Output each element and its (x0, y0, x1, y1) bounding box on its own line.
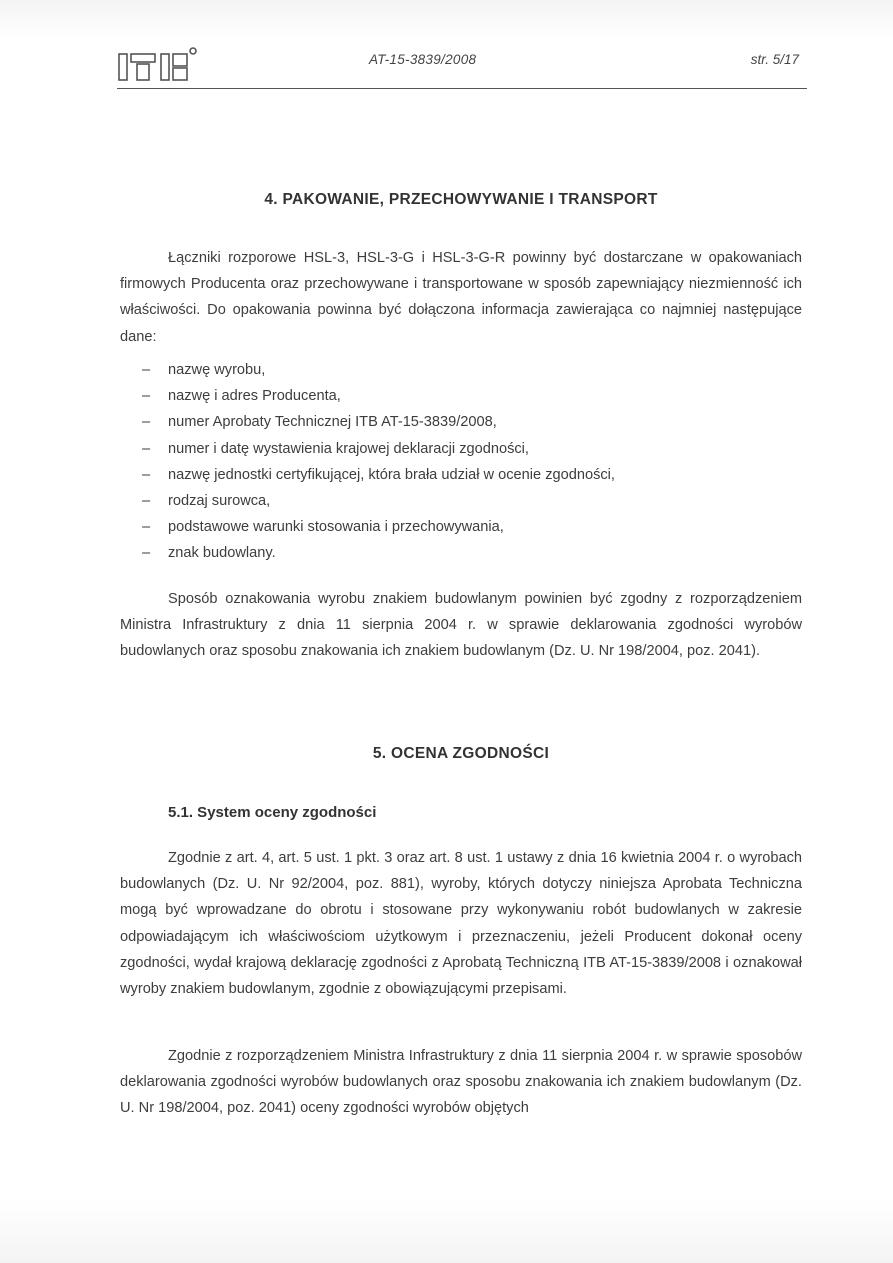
page-number: str. 5/17 (750, 52, 799, 67)
section-5-heading: 5. OCENA ZGODNOŚCI (372, 745, 550, 762)
itb-logo-icon (117, 46, 227, 82)
section-4-paragraph-1-text: Łączniki rozporowe HSL-3, HSL-3-G i HSL-3-G-R powinny być dostarczane w opakowaniach firmowych Producenta oraz przechowywane i transportowane w sposób zapewniający niezmienność ich właściwości. Do opakowania powinna być dołączona informacja zawierająca co najmniej następujące dane: (120, 250, 802, 345)
list-item: – podstawowe warunki stosowania i przechowywania, (142, 519, 504, 536)
section-5-paragraph-1-text: Zgodnie z art. 4, art. 5 ust. 1 pkt. 3 oraz art. 8 ust. 1 ustawy z dnia 16 kwietnia 2004 r. o wyrobach budowlanych (Dz. U. Nr 92/2004, poz. 881), wyroby, których dotyczy niniejsza Aprobata Techniczna mogą być wprowadzane do obrotu i stosowane przy wykonywaniu robót budowlanych w zakresie odpowiadającym ich właściwościom użytkowym i przeznaczeniu, jeżeli Producent dokonał oceny zgodności, wydał krajową deklarację zgodności z Aprobatą Techniczną ITB AT-15-3839/2008 i oznakował wyroby znakiem budowlanym, zgodnie z obowiązującymi przepisami. (120, 850, 802, 998)
required-data-list (142, 357, 802, 567)
list-item: – znak budowlany. (142, 545, 276, 562)
list-item: – rodzaj surowca, (142, 493, 271, 510)
section-5-paragraph-2 (120, 1043, 802, 1122)
section-4-heading: 4. PAKOWANIE, PRZECHOWYWANIE I TRANSPORT (264, 191, 658, 208)
section-4-paragraph-2-text: Sposób oznakowania wyrobu znakiem budowlanym powinien być zgodny z rozporządzeniem Ministra Infrastruktury z dnia 11 sierpnia 2004 r. w sprawie deklarowania zgodności wyrobów budowlanych oraz sposobu znakowania ich znakiem budowlanym (Dz. U. Nr 198/2004, poz. 2041). (120, 591, 802, 660)
section-5-1-heading: 5.1. System oceny zgodności (168, 804, 377, 821)
section-5-paragraph-1 (120, 845, 802, 1002)
document-number: AT-15-3839/2008 (369, 52, 477, 67)
section-4-paragraph-2 (120, 586, 802, 665)
page-header (117, 40, 807, 90)
list-item: – nazwę i adres Producenta, (142, 388, 341, 405)
list-item: – numer Aprobaty Technicznej ITB AT-15-3839/2008, (142, 414, 497, 431)
list-item: – nazwę jednostki certyfikującej, która brała udział w ocenie zgodności, (142, 466, 615, 483)
header-divider (117, 88, 807, 89)
list-item: – numer i datę wystawienia krajowej deklaracji zgodności, (142, 440, 529, 457)
list-item: – nazwę wyrobu, (142, 362, 266, 378)
section-5-paragraph-2-text: Zgodnie z rozporządzeniem Ministra Infrastruktury z dnia 11 sierpnia 2004 r. w sprawie sposobów deklarowania zgodności wyrobów budowlanych oraz sposobu znakowania ich znakiem budowlanym (Dz. U. Nr 198/2004, poz. 2041) oceny zgodności wyrobów objętych (120, 1048, 802, 1117)
section-4-paragraph-1 (120, 245, 802, 350)
